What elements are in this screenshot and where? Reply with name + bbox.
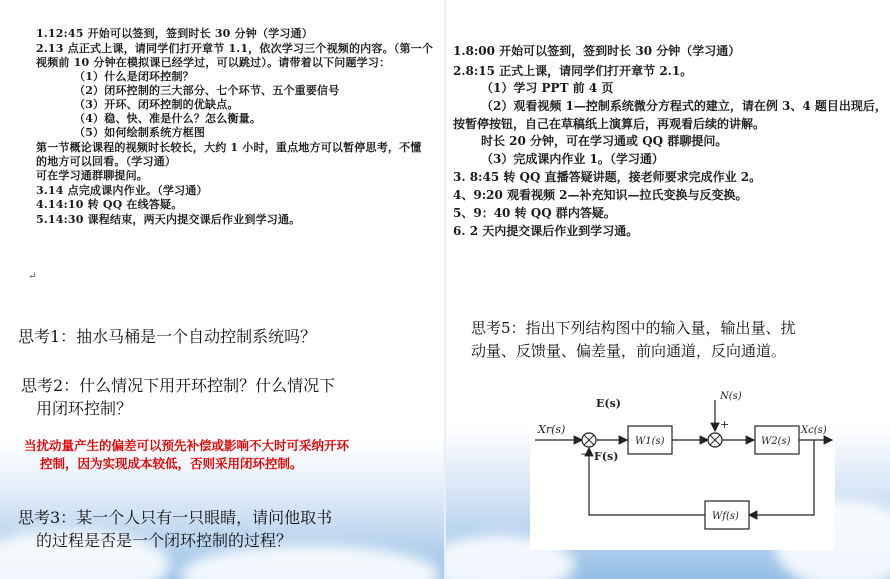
- schedule-line: 按暂停按钮，自己在草稿纸上演算后，再观看后续的讲解。: [453, 117, 766, 131]
- summing-junction-1: [582, 433, 596, 447]
- schedule-line: 2.13 点正式上课，请同学们打开章节 1.1，依次学习三个视频的内容。（第一个: [36, 42, 434, 55]
- question-2: 思考2：什么情况下用开环控制？什么情况下: [21, 376, 336, 395]
- plus-sign: +: [720, 418, 730, 431]
- question-5-cont: 动量、反馈量、偏差量，前向通道，反向通道。: [471, 342, 787, 360]
- feedback-label: F(s): [594, 450, 619, 463]
- schedule-line: 3.14 点完成课内作业。（学习通）: [36, 184, 208, 197]
- bottom-right-question-panel: [445, 300, 890, 579]
- schedule-item: （1）学习 PPT 前 4 页: [481, 81, 614, 95]
- schedule-line: 6. 2 天内提交课后作业到学习通。: [453, 224, 639, 238]
- return-mark: ↵: [28, 271, 37, 282]
- minus-sign: −: [580, 447, 591, 461]
- disturbance-label: N(s): [720, 391, 742, 402]
- question-5: 思考5：指出下列结构图中的输入量，输出量、扰: [471, 319, 796, 337]
- schedule-question: （3）开环、闭环控制的优缺点。: [74, 98, 239, 111]
- top-left-schedule-panel: [0, 0, 445, 290]
- answer-text: 当扰动量产生的偏差可以预先补偿或影响不大时可采纳开环: [24, 438, 350, 453]
- schedule-question: （5）如何绘制系统方框图: [74, 126, 206, 139]
- block-wf-label: Wf(s): [712, 511, 739, 522]
- schedule-question: （4）稳、快、准是什么？怎么衡量。: [74, 112, 262, 125]
- schedule-question: （2）闭环控制的三大部分、七个环节、五个重要信号: [74, 84, 340, 97]
- question-3: 思考3：某一个人只有一只眼睛，请问他取书: [18, 508, 333, 527]
- schedule-line: 1.12:45 开始可以签到，签到时长 30 分钟（学习通）: [36, 27, 313, 40]
- schedule-question: （1）什么是闭环控制？: [74, 70, 194, 83]
- output-label: Xc(s): [801, 425, 827, 436]
- schedule-line: 1.8:00 开始可以签到，签到时长 30 分钟（学习通）: [453, 44, 741, 58]
- schedule-line: 5、9：40 转 QQ 群内答疑。: [453, 206, 616, 220]
- schedule-item: 时长 20 分钟，可在学习通或 QQ 群聊提问。: [481, 134, 728, 148]
- summing-junction-2: [708, 433, 722, 447]
- schedule-line: 4.14:10 转 QQ 在线答疑。: [36, 198, 183, 211]
- schedule-line: 可在学习通群聊提问。: [36, 169, 148, 182]
- block-w1-label: W1(s): [635, 436, 665, 447]
- schedule-line: 视频前 10 分钟在模拟课已经学过，可以跳过）。请带着以下问题学习：: [36, 56, 391, 69]
- input-label: Xr(s): [538, 423, 566, 436]
- question-3-cont: 的过程是否是一个闭环控制的过程？: [36, 531, 293, 550]
- schedule-line: 5.14:30 课程结束，两天内提交课后作业到学习通。: [36, 213, 301, 226]
- error-label: E(s): [596, 397, 621, 410]
- schedule-item: （2）观看视频 1—控制系统微分方程式的建立，请在例 3、4 题目出现后，: [481, 99, 887, 113]
- answer-text-cont: 控制，因为实现成本较低，否则采用闭环控制。: [40, 456, 303, 471]
- bottom-left-questions-panel: [0, 300, 445, 579]
- schedule-line: 第一节概论课程的视频时长较长，大约 1 小时，重点地方可以暂停思考，不懂: [36, 141, 422, 154]
- schedule-line: 4、9:20 观看视频 2—补充知识—拉氏变换与反变换。: [453, 188, 748, 202]
- top-right-schedule-panel: [445, 0, 890, 290]
- question-2-cont: 用闭环控制？: [36, 399, 133, 418]
- question-1: 思考1：抽水马桶是一个自动控制系统吗？: [18, 327, 317, 346]
- block-w2-label: W2(s): [761, 436, 791, 447]
- schedule-item: （3）完成课内作业 1。（学习通）: [481, 152, 664, 166]
- schedule-line: 2.8:15 正式上课，请同学们打开章节 2.1。: [453, 64, 693, 78]
- block-diagram-svg: [530, 370, 835, 550]
- schedule-line: 3. 8:45 转 QQ 直播答疑讲题，接老师要求完成作业 2。: [453, 170, 762, 184]
- block-diagram: [530, 370, 835, 550]
- panel-divider: [444, 0, 446, 579]
- schedule-line: 的地方可以回看。（学习通）: [36, 155, 177, 168]
